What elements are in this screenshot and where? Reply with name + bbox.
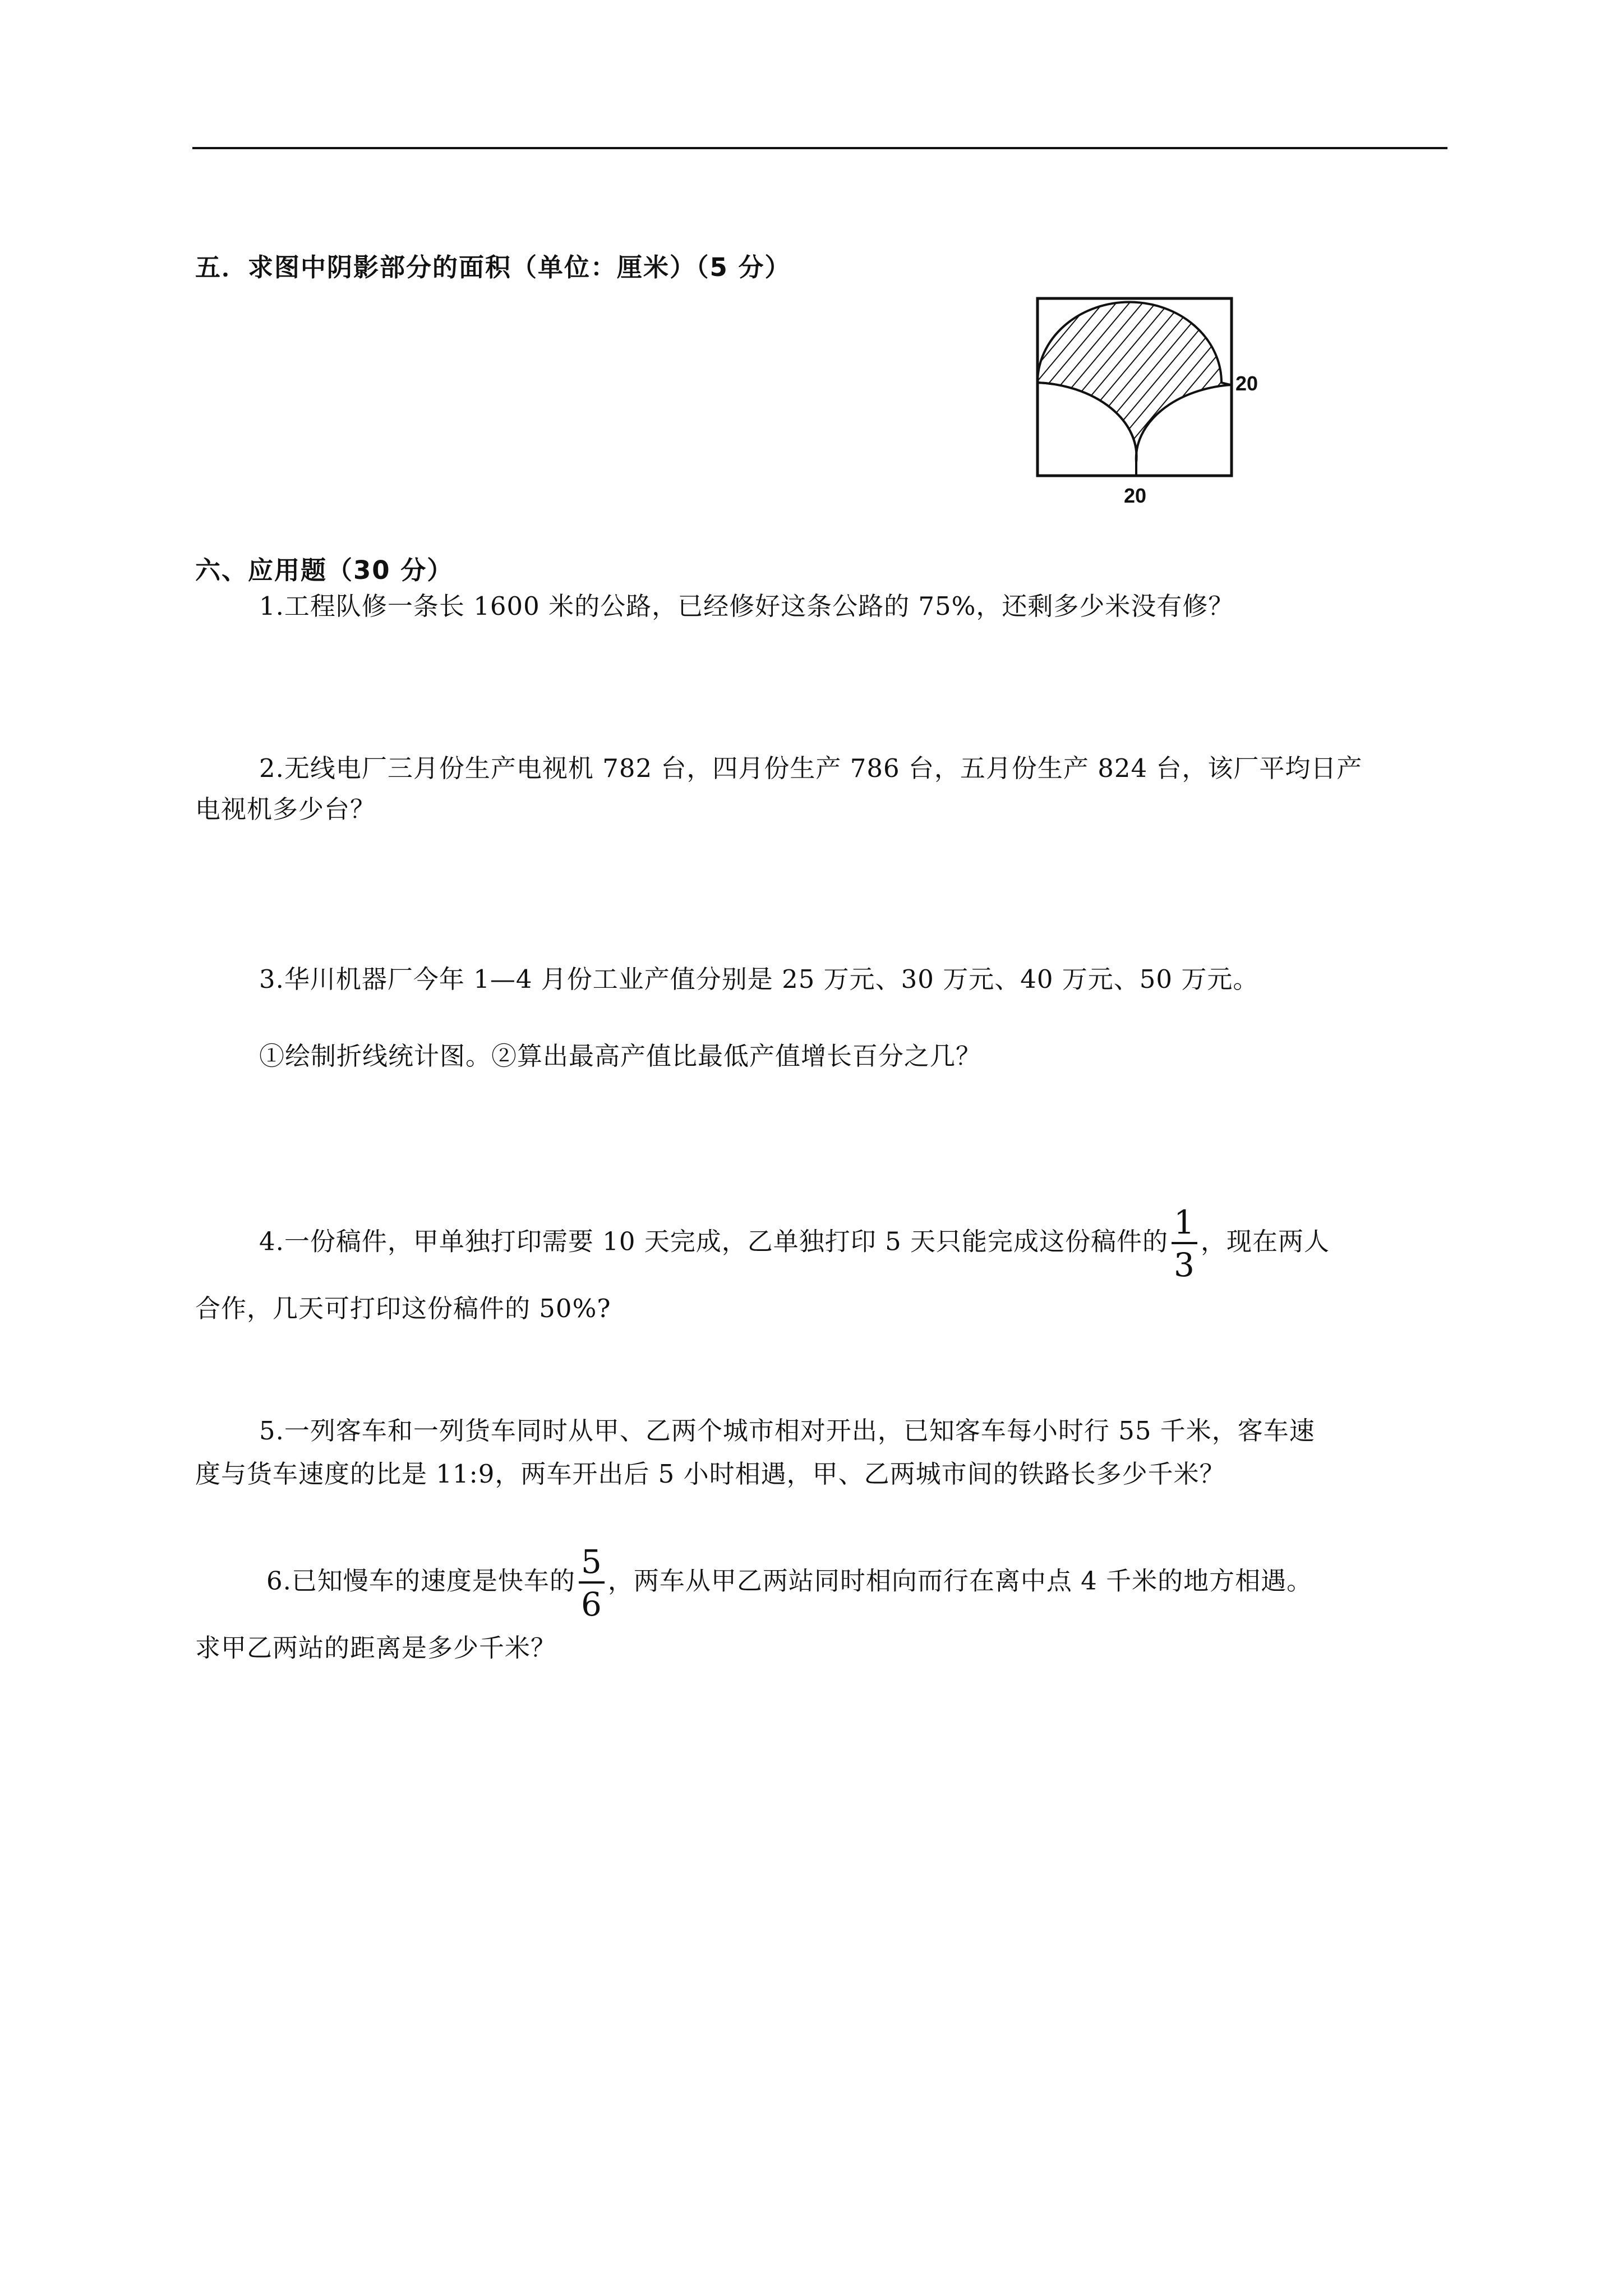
question-3-line-2: ①绘制折线统计图。②算出最高产值比最低产值增长百分之几？ <box>259 1041 982 1071</box>
shaded-area-figure <box>1031 294 1261 507</box>
header-rule <box>192 147 1447 149</box>
question-5-line-1: 5.一列客车和一列货车同时从甲、乙两个城市相对开出，已知客车每小时行 55 千米，客车速 <box>259 1416 1315 1446</box>
question-6-text-b: ，两车从甲乙两站同时相向而行在离中点 4 千米的地方相遇。 <box>607 1566 1313 1596</box>
question-1: 1.工程队修一条长 1600 米的公路，已经修好这条公路的 75%，还剩多少米没有修？ <box>259 591 1234 621</box>
label-right-20: 20 <box>1235 372 1258 395</box>
question-4-text-a: 4.一份稿件，甲单独打印需要 10 天完成，乙单独打印 5 天只能完成这份稿件的 <box>259 1226 1169 1257</box>
question-6-text-a: 6.已知慢车的速度是快车的 <box>266 1566 575 1596</box>
question-4-text-b: ，现在两人 <box>1200 1226 1330 1257</box>
question-5-line-2: 度与货车速度的比是 11:9，两车开出后 5 小时相遇，甲、乙两城市间的铁路长多少千米？ <box>195 1459 1225 1489</box>
fraction-numerator: 5 <box>579 1545 605 1584</box>
label-bottom-20: 20 <box>1124 484 1147 507</box>
question-3-line-1: 3.华川机器厂今年 1—4 月份工业产值分别是 25 万元、30 万元、40 万元、50 万元。 <box>259 964 1259 994</box>
section-6-title: 六、应用题（30 分） <box>195 555 454 585</box>
fraction-numerator: 1 <box>1172 1206 1197 1244</box>
shaded-region <box>1038 302 1232 462</box>
fraction-denominator: 3 <box>1174 1246 1195 1284</box>
fraction-one-third <box>1172 1203 1197 1284</box>
question-6-line-1 <box>266 1545 1312 1621</box>
question-4-line-1 <box>259 1203 1330 1284</box>
section-5-title: 五．求图中阴影部分的面积（单位：厘米）（5 分） <box>195 252 791 282</box>
fraction-five-sixths <box>579 1545 605 1621</box>
question-4-line-2: 合作，几天可打印这份稿件的 50%? <box>195 1294 611 1323</box>
question-2-line-2: 电视机多少台？ <box>195 794 376 824</box>
question-6-line-2: 求甲乙两站的距离是多少千米？ <box>195 1633 557 1663</box>
fraction-denominator: 6 <box>580 1585 602 1623</box>
question-2-line-1: 2.无线电厂三月份生产电视机 782 台，四月份生产 786 台，五月份生产 824 台，该厂平均日产 <box>259 753 1363 783</box>
